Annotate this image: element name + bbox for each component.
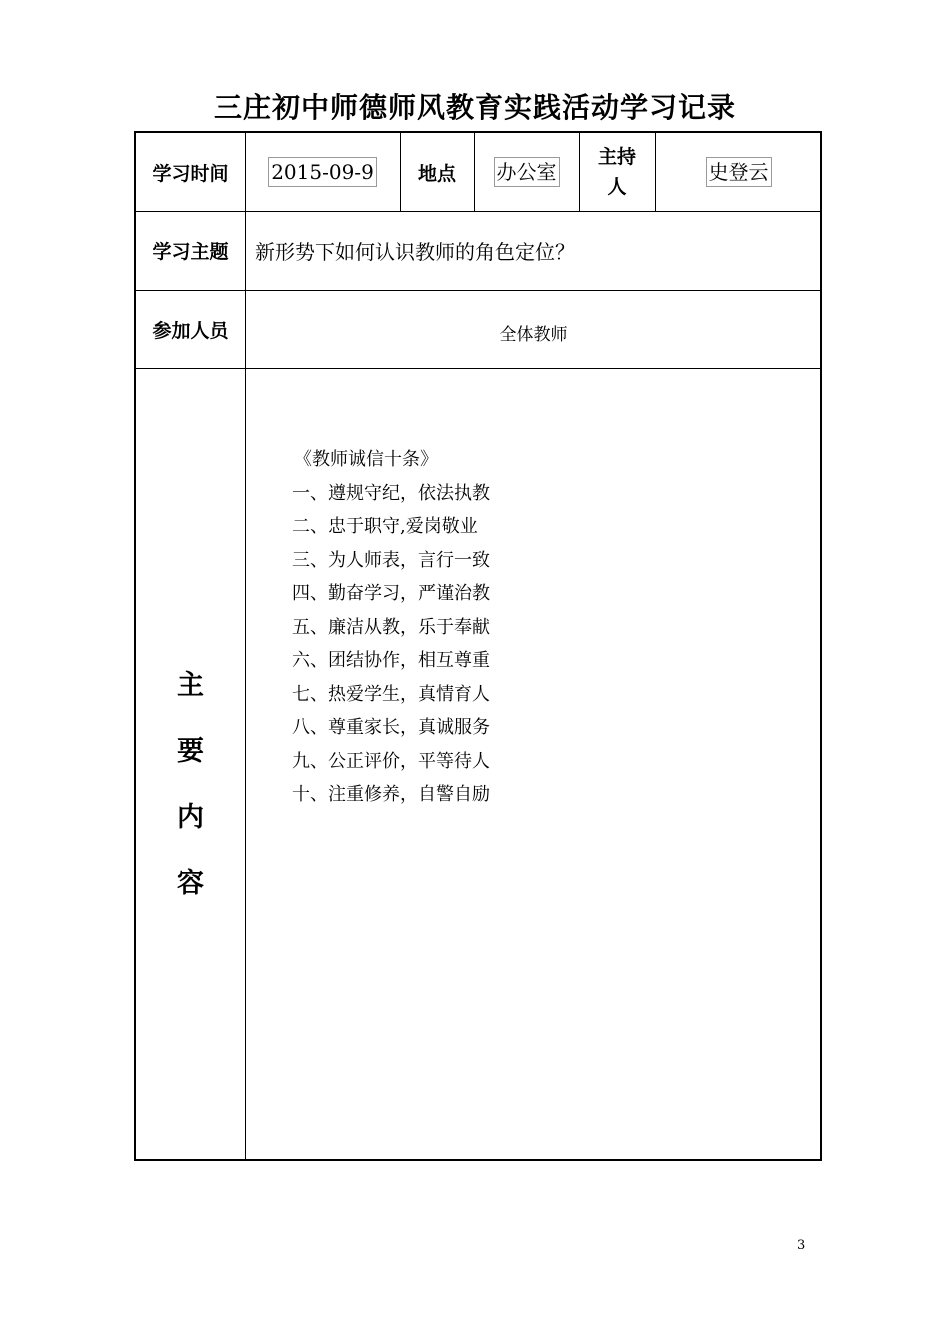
content-item: 四、勤奋学习，严谨治教 — [292, 583, 490, 604]
page-number: 3 — [797, 1238, 806, 1253]
label-main-content — [136, 368, 245, 1161]
content-item: 三、为人师表，言行一致 — [292, 550, 490, 571]
label-participants: 参加人员 — [152, 319, 229, 342]
label-char: 要 — [177, 735, 204, 767]
content-item: 五、廉洁从教，乐于奉献 — [292, 617, 490, 638]
record-table — [134, 131, 822, 1161]
study-time-cell — [245, 133, 400, 211]
content-item: 六、团结协作，相互尊重 — [292, 650, 490, 671]
place-value: 办公室 — [494, 157, 560, 187]
label-place: 地点 — [417, 162, 456, 185]
label-host: 主持人 — [597, 146, 636, 198]
content-item: 八、尊重家长，真诚服务 — [292, 717, 490, 738]
content-item: 七、热爱学生，真情育人 — [292, 684, 490, 705]
participants-value: 全体教师 — [499, 324, 568, 345]
label-topic: 学习主题 — [152, 241, 229, 263]
label-study-time: 学习时间 — [152, 162, 229, 185]
study-time-value: 2015-09-9 — [268, 157, 377, 187]
content-heading: 《教师诚信十条》 — [294, 449, 438, 470]
label-char: 主 — [177, 669, 204, 701]
content-item: 二、忠于职守,爱岗敬业 — [292, 516, 478, 537]
label-char: 内 — [177, 801, 204, 833]
place-cell — [474, 133, 579, 211]
host-value: 史登云 — [706, 157, 772, 187]
host-cell — [655, 133, 822, 211]
content-item: 一、遵规守纪，依法执教 — [292, 483, 490, 504]
document-title: 三庄初中师德师风教育实践活动学习记录 — [213, 91, 736, 124]
content-item: 十、注重修养，自警自励 — [292, 784, 490, 805]
topic-value: 新形势下如何认识教师的角色定位？ — [255, 240, 575, 264]
content-item: 九、公正评价，平等待人 — [292, 751, 490, 772]
label-char: 容 — [177, 867, 204, 899]
